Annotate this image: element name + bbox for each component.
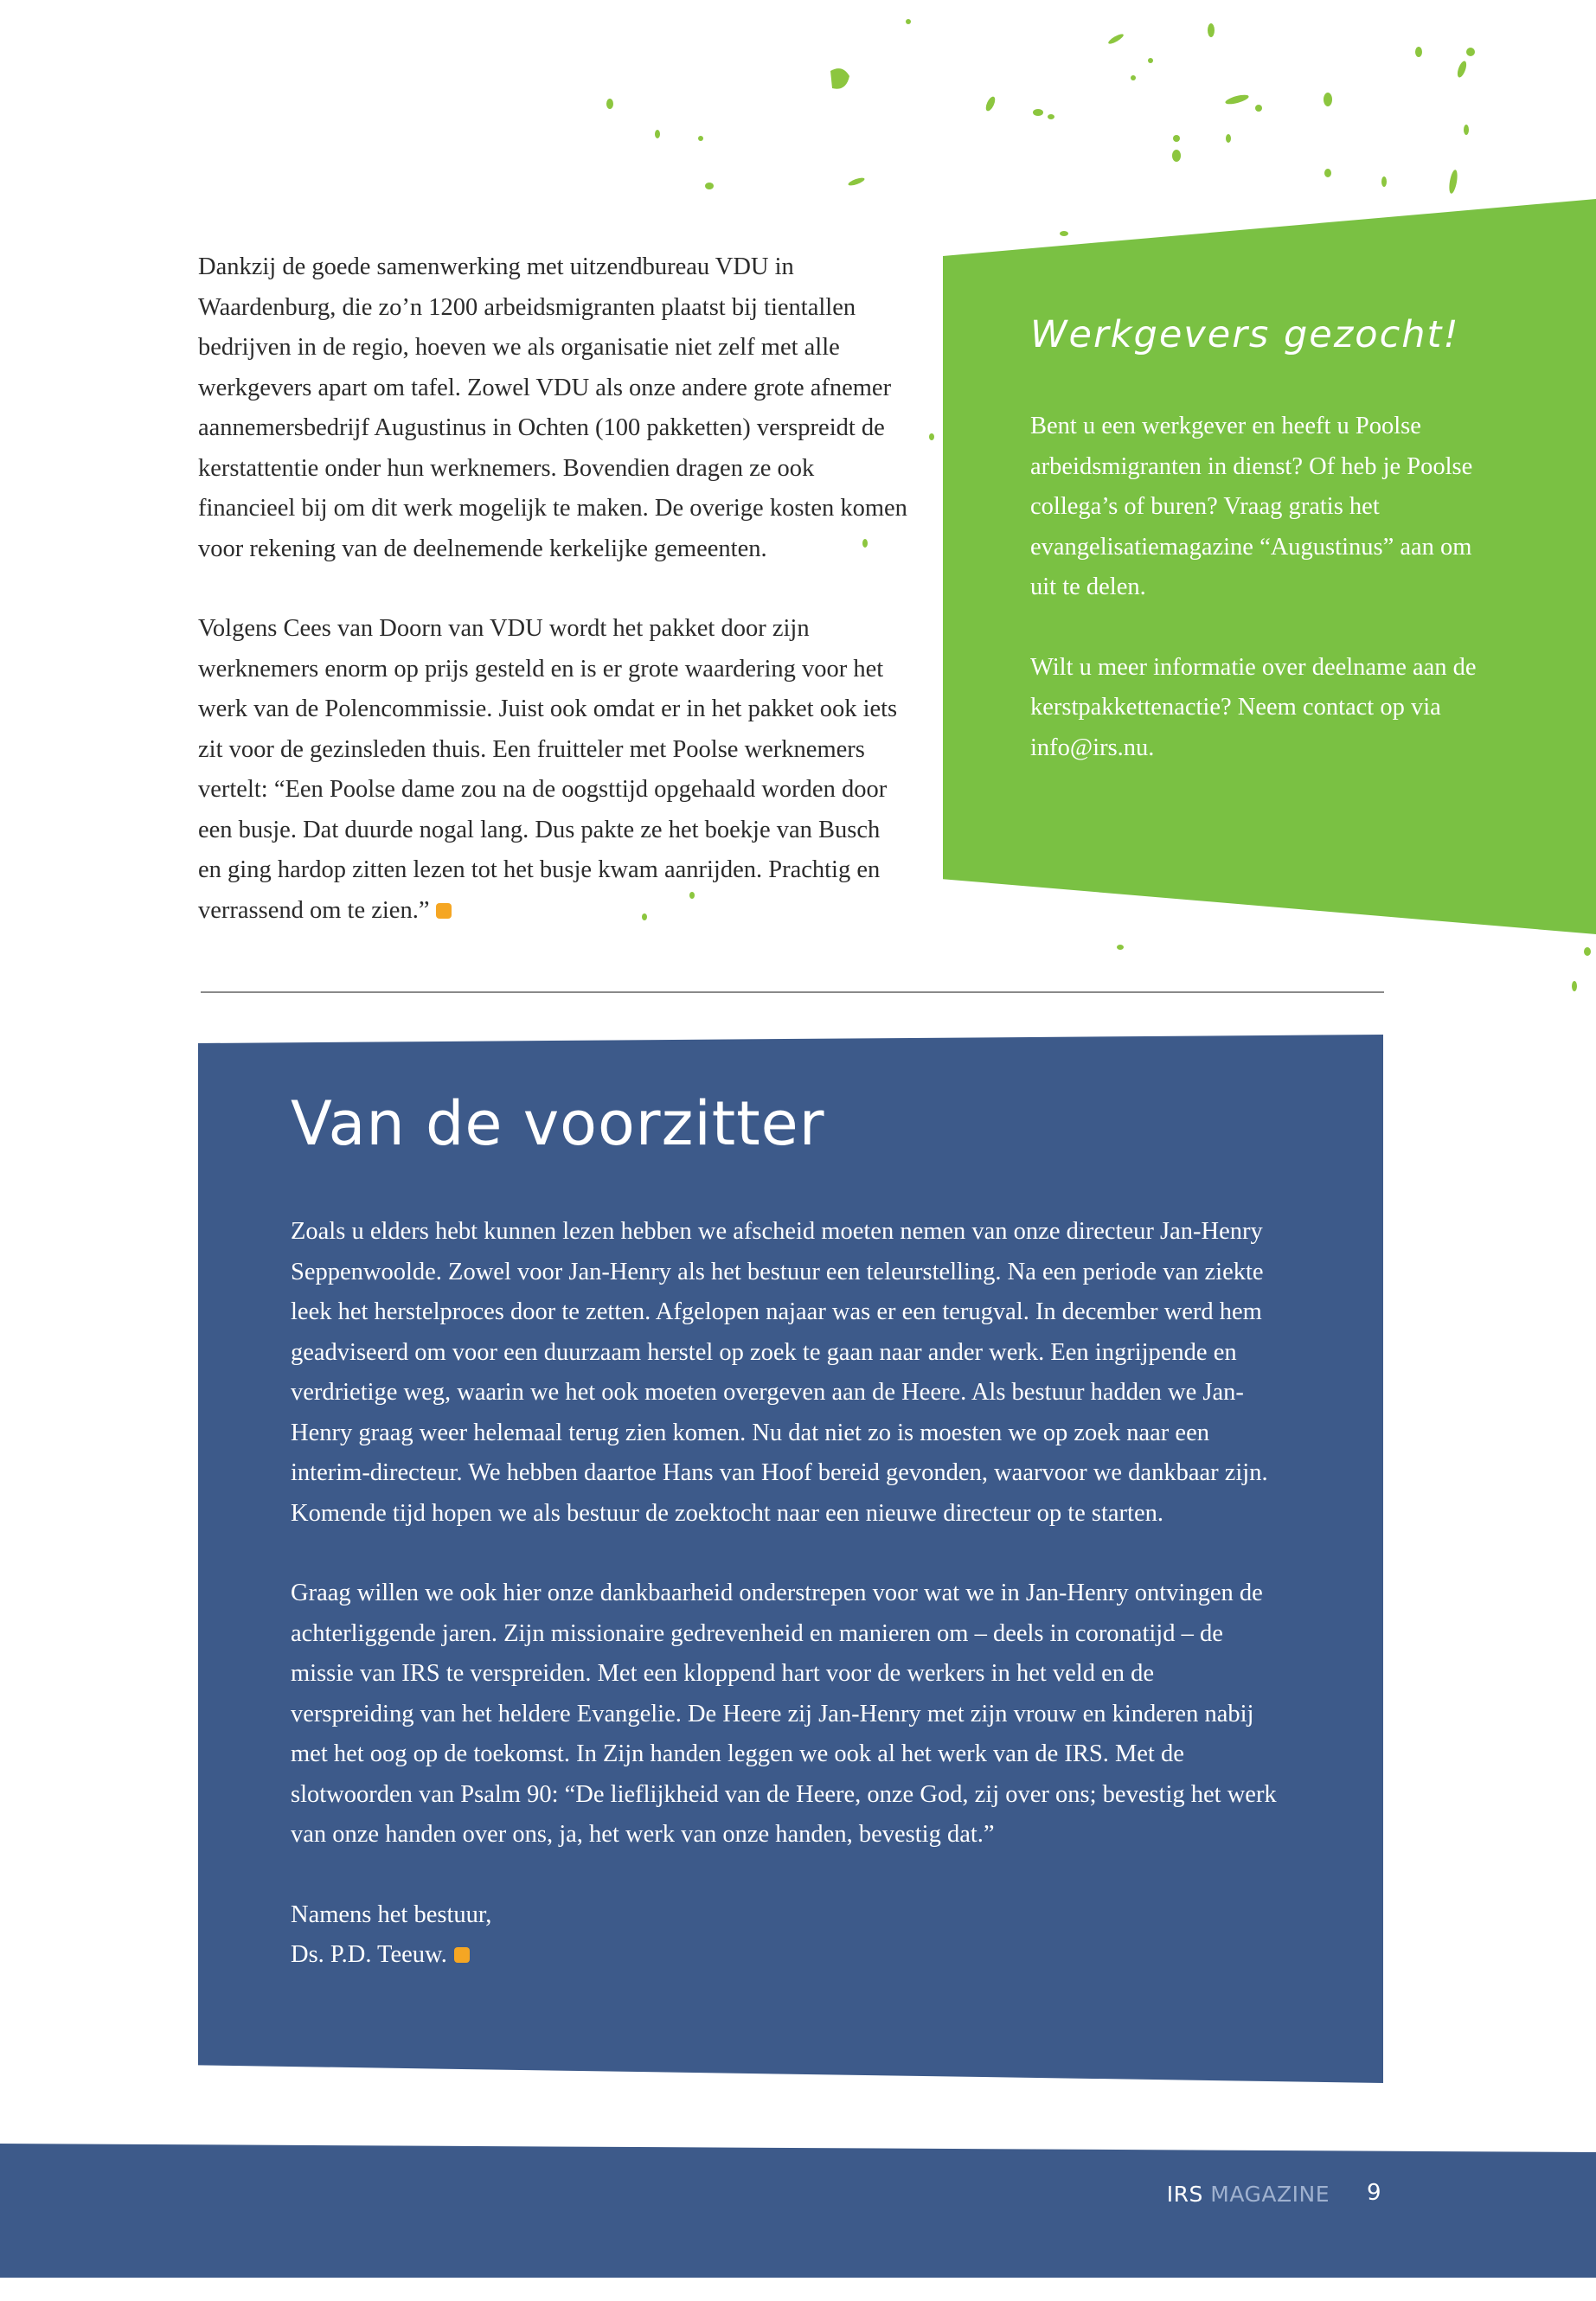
sidebar-paragraph-1: Bent u een werkgever en heeft u Poolse arbeidsmigranten in dienst? Of heb je Poolse collega’s of buren? Vraag gratis het evangelisatiemagazine “Augustinus” aan om uit te delen. <box>1030 413 1473 600</box>
section-divider <box>201 991 1384 993</box>
chair-column-body <box>291 1212 1277 2016</box>
signoff-line-2: Ds. P.D. Teeuw. <box>291 1941 447 1968</box>
footer-brand-sub: MAGAZINE <box>1210 2182 1330 2207</box>
sidebar-paragraph-2: Wilt u meer informatie over deelname aan de kerstpakkettenactie? Neem contact op via info@irs.nu. <box>1030 653 1477 761</box>
footer-brand <box>1167 2182 1330 2207</box>
end-mark-icon <box>436 903 452 919</box>
page-number: 9 <box>1367 2180 1381 2206</box>
chair-signoff <box>291 1895 1277 1976</box>
end-mark-icon <box>454 1947 470 1963</box>
sidebar-title: Werkgevers gezocht! <box>1030 313 1460 356</box>
chair-column-title: Van de voorzitter <box>291 1088 825 1159</box>
chair-paragraph-2: Graag willen we ook hier onze dankbaarheid onderstrepen voor wat we in Jan-Henry ontvingen de achterliggende jaren. Zijn missionaire gedrevenheid en manieren om – deels in coronatijd – de missie van IRS te verspreiden. Met een kloppend hart voor de werkers in het veld en de verspreiding van het heldere Evangelie. De Heere zij Jan-Henry met zijn vrouw en kinderen nabij met het oog op de toekomst. In Zijn handen leggen we ook al het werk van de IRS. Met de slotwoorden van Psalm 90: “De lieflijkheid van de Heere, onze God, zij over ons; bevestig het werk van onze handen over ons, ja, het werk van onze handen, bevestig dat.” <box>291 1580 1277 1848</box>
sidebar-body <box>1030 407 1497 808</box>
footer-bar <box>0 2144 1596 2278</box>
article-body <box>198 247 907 971</box>
article-paragraph-2 <box>198 609 907 931</box>
chair-paragraph-1: Zoals u elders hebt kunnen lezen hebben we afscheid moeten nemen van onze directeur Jan-Henry Seppenwoolde. Zowel voor Jan-Henry als het bestuur een teleurstelling. Na een periode van ziekte leek het herstelproces door te zetten. Afgelopen najaar was er een terugval. In december werd hem geadviseerd om voor een duurzaam herstel op zoek te gaan naar ander werk. Een ingrijpende en verdrietige weg, waarin we het ook moeten overgeven aan de Heere. Als bestuur hadden we Jan-Henry graag weer helemaal terug zien komen. Nu dat niet zo is moesten we op zoek naar een interim-directeur. We hebben daartoe Hans van Hoof bereid gevonden, waarvoor we dankbaar zijn. Komende tijd hopen we als bestuur de zoektocht naar een nieuwe directeur op te starten. <box>291 1218 1268 1527</box>
signoff-line-1: Namens het bestuur, <box>291 1900 492 1928</box>
footer-brand-main: IRS <box>1166 2182 1203 2207</box>
article-paragraph-2-text: Volgens Cees van Doorn van VDU wordt het pakket door zijn werknemers enorm op prijs gesteld en is er grote waardering voor het werk van de Polencommissie. Juist ook omdat er in het pakket ook iets zit voor de gezinsleden thuis. Een fruitteler met Poolse werknemers vertelt: “Een Poolse dame zou na de oogsttijd opgehaald worden door een busje. Dat duurde nogal lang. Dus pakte ze het boekje van Busch en ging hardop zitten lezen tot het busje kwam aanrijden. Prachtig en verrassend om te zien.” <box>198 615 898 924</box>
article-paragraph-1: Dankzij de goede samenwerking met uitzendbureau VDU in Waardenburg, die zo’n 1200 arbeidsmigranten plaatst bij tientallen bedrijven in de regio, hoeven we als organisatie niet zelf met alle werkgevers apart om tafel. Zowel VDU als onze andere grote afnemer aannemersbedrijf Augustinus in Ochten (100 pakketten) verspreidt de kerstattentie onder hun werknemers. Bovendien dragen ze ook financieel bij om dit werk mogelijk te maken. De overige kosten komen voor rekening van de deelnemende kerkelijke gemeenten. <box>198 253 907 562</box>
